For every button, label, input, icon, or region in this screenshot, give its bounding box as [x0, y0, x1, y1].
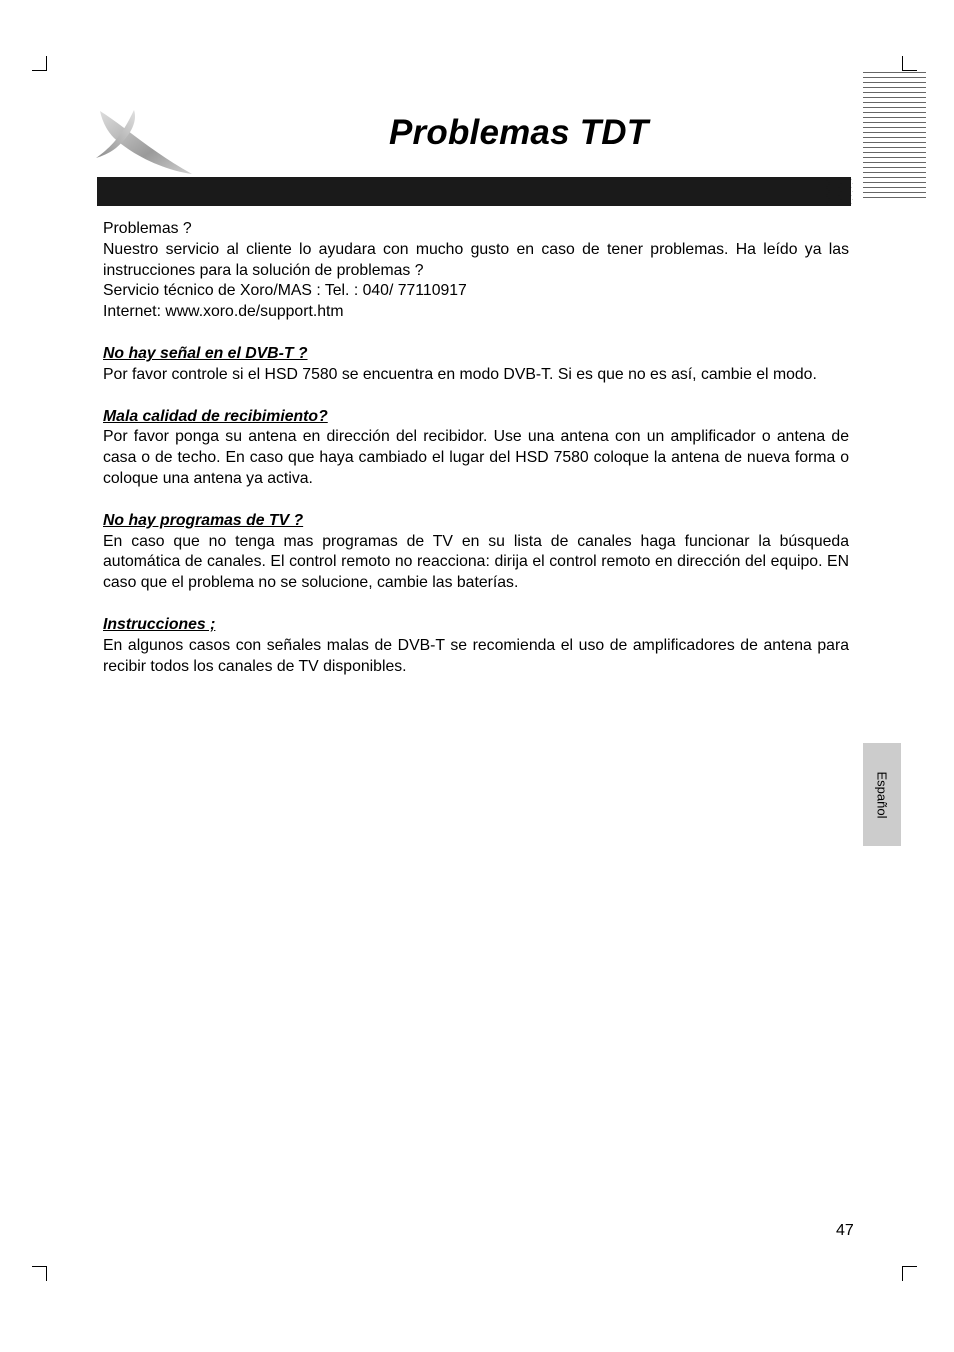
crop-mark-top-right	[902, 56, 917, 71]
section-body: Por favor ponga su antena en dirección del recibidor. Use una antena con un amplificador o antena de casa o de techo. En caso que haya cambiado el lugar del HSD 7580 coloque la antena de nueva forma o coloque una antena ya activa.	[103, 428, 849, 487]
intro-line: Problemas ?	[103, 220, 192, 237]
section-heading: No hay señal en el DVB-T ?	[103, 344, 308, 362]
language-tab-label: Español	[874, 771, 890, 818]
title-bar	[97, 177, 851, 206]
language-tab	[863, 743, 901, 846]
intro-line: Servicio técnico de Xoro/MAS : Tel. : 040/ 77110917	[103, 282, 467, 300]
section-body: En algunos casos con señales malas de DVB-T se recomienda el uso de amplificadores de antena para recibir todos los canales de TV disponibles.	[103, 636, 849, 675]
xoro-x-logo-icon	[94, 108, 194, 178]
section-heading: No hay programas de TV ?	[103, 511, 304, 529]
page-title: Problemas TDT	[389, 113, 649, 152]
main-content	[103, 219, 849, 677]
crop-mark-bottom-left	[32, 1266, 47, 1281]
section-heading: Instrucciones ;	[103, 615, 216, 633]
halftone-dots-decoration	[813, 177, 853, 206]
crop-mark-bottom-right	[902, 1266, 917, 1281]
section-body: Por favor controle si el HSD 7580 se encuentra en modo DVB-T. Si es que no es así, cambie el modo.	[103, 365, 817, 383]
section-body: En caso que no tenga mas programas de TV en su lista de canales haga funcionar la búsqueda automática de canales. El control remoto no reacciona: dirija el control remoto en dirección del equipo. EN caso que el problema no se solucione, cambie las baterías.	[103, 532, 849, 592]
intro-line: Internet: www.xoro.de/support.htm	[103, 303, 344, 321]
decorative-stripes	[863, 72, 926, 200]
section-heading: Mala calidad de recibimiento?	[103, 407, 328, 425]
intro-line: Nuestro servicio al cliente lo ayudara con mucho gusto en caso de tener problemas. Ha leído ya las instrucciones para la solución de problemas ?	[103, 240, 849, 279]
page-number: 47	[836, 1222, 854, 1239]
crop-mark-top-left	[32, 56, 47, 71]
